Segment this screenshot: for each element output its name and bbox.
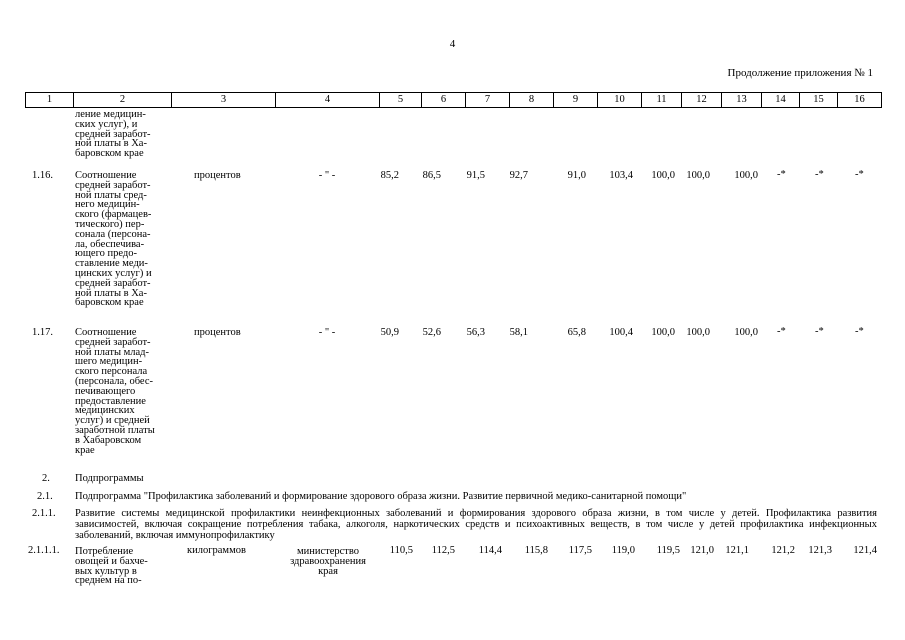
row-id: 1.17. [32, 327, 53, 338]
col-header: 8 [510, 93, 554, 108]
col-header: 1 [26, 93, 74, 108]
value-cell: 112,5 [431, 545, 455, 556]
value-cell: 52,6 [422, 327, 441, 338]
col-header: 14 [762, 93, 800, 108]
value-cell: 85,2 [380, 170, 399, 181]
col-header: 3 [172, 93, 276, 108]
col-header: 13 [722, 93, 762, 108]
value-cell: -* [815, 169, 824, 180]
col-header: 12 [682, 93, 722, 108]
value-cell: 100,0 [686, 327, 710, 338]
activity-title: Развитие системы медицинской профилактики неинфекционных заболеваний и формирования здорового образа жизни, в том числе у детей. Профилактика развития зависимостей, включая сокращение потребления табака, алкоголя, наркотических средств и психоактивных веществ, в том числе у детей профилактика инфекционных заболеваний, включая иммунопрофилактику [75, 508, 877, 541]
value-cell: 121,2 [771, 545, 795, 556]
row-id: 2.1.1.1. [28, 545, 60, 556]
unit: процентов [194, 327, 241, 338]
subprogram-id: 2.1. [37, 491, 53, 502]
value-cell: 121,0 [690, 545, 714, 556]
value-cell: 119,0 [611, 545, 635, 556]
value-cell: 100,0 [651, 327, 675, 338]
page-number: 4 [449, 38, 456, 50]
value-cell: 114,4 [478, 545, 502, 556]
col-header: 9 [554, 93, 598, 108]
value-cell: -* [815, 326, 824, 337]
value-cell: 86,5 [422, 170, 441, 181]
activity-id: 2.1.1. [32, 508, 56, 519]
col-header: 7 [466, 93, 510, 108]
col-header: 11 [642, 93, 682, 108]
value-cell: 100,0 [734, 170, 758, 181]
previous-row-continuation: ление медицин- ских услуг), и средней заработ- ной платы в Ха- баровском крае [75, 109, 151, 160]
value-cell: 100,0 [686, 170, 710, 181]
value-cell: 56,3 [466, 327, 485, 338]
row-id: 1.16. [32, 170, 53, 181]
value-cell: 115,8 [524, 545, 548, 556]
value-cell: 58,1 [509, 327, 528, 338]
value-cell: 100,0 [734, 327, 758, 338]
value-cell: 91,5 [466, 170, 485, 181]
value-cell: 121,4 [853, 545, 877, 556]
section-id: 2. [42, 473, 50, 484]
value-cell: -* [855, 326, 864, 337]
col-header: 2 [74, 93, 172, 108]
section-title: Подпрограммы [75, 473, 144, 484]
value-cell: 121,1 [725, 545, 749, 556]
value-cell: 117,5 [568, 545, 592, 556]
subprogram-title: Подпрограмма "Профилактика заболеваний и формирование здорового образа жизни. Развитие первичной медико-санитарной помощи" [75, 491, 687, 502]
value-cell: -* [855, 169, 864, 180]
responsible: - " - [318, 170, 336, 181]
col-header: 4 [276, 93, 380, 108]
unit: процентов [194, 170, 241, 181]
col-header: 16 [838, 93, 882, 108]
appendix-continuation: Продолжение приложения № 1 [727, 67, 873, 79]
value-cell: 110,5 [389, 545, 413, 556]
responsible: министерство здравоохранения края [290, 546, 366, 577]
col-header: 6 [422, 93, 466, 108]
column-number-header [25, 92, 882, 108]
value-cell: 92,7 [509, 170, 528, 181]
value-cell: 100,0 [651, 170, 675, 181]
value-cell: 65,8 [567, 327, 586, 338]
value-cell: 100,4 [609, 327, 633, 338]
indicator-name: Соотношение средней заработ- ной платы сред- него медицин- ского (фармацев- тического) пер- сонала (персона- ла, обеспечива- ющего предо- ставление меди- цинских услуг) и средней заработ- ной платы в Ха- баровском крае [75, 170, 152, 309]
value-cell: 121,3 [808, 545, 832, 556]
value-cell: 103,4 [609, 170, 633, 181]
col-header: 15 [800, 93, 838, 108]
unit: килограммов [187, 545, 246, 556]
indicator-name: Потребление овощей и бахче- вых культур в среднем на по- [75, 546, 148, 587]
value-cell: 119,5 [656, 545, 680, 556]
indicator-name: Соотношение средней заработ- ной платы млад- шего медицин- ского персонала (персонала, обес- печивающего предоставление медицинских услуг) и средней заработной платы в Хабаровском крае [75, 327, 155, 456]
value-cell: 50,9 [380, 327, 399, 338]
value-cell: -* [777, 326, 786, 337]
responsible: - " - [318, 327, 336, 338]
col-header: 10 [598, 93, 642, 108]
value-cell: 91,0 [567, 170, 586, 181]
value-cell: -* [777, 169, 786, 180]
col-header: 5 [380, 93, 422, 108]
